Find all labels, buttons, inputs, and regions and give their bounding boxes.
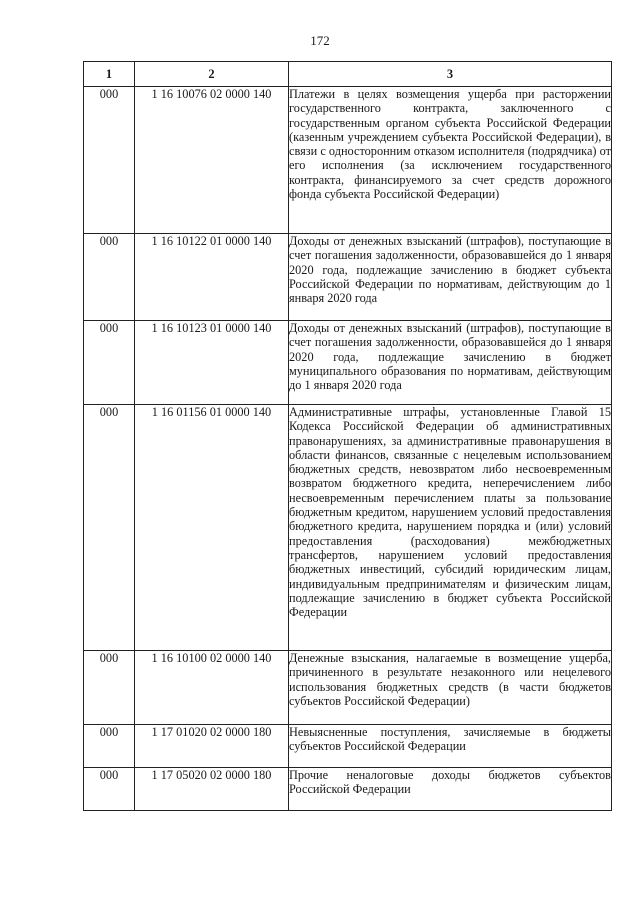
table-row: [84, 768, 612, 811]
column-header-1: 1: [84, 62, 135, 87]
table-row: [84, 321, 612, 405]
description-cell: Денежные взыскания, налагаемые в возмещение ущерба, причиненного в результате незаконного или нецелевого использования бюджетных средств (в части бюджетов субъектов Российской Федерации): [289, 651, 612, 725]
budget-code-cell: 1 17 01020 02 0000 180: [135, 725, 289, 768]
admin-code-cell: 000: [84, 651, 135, 725]
table-row: [84, 405, 612, 651]
budget-code-cell: 1 17 05020 02 0000 180: [135, 768, 289, 811]
description-cell: Административные штрафы, установленные Главой 15 Кодекса Российской Федерации об административных правонарушениях, за административные правонарушения в области финансов, связанные с нецелевым использованием бюджетных средств, невозвратом либо несвоевременным возвратом бюджетного кредита, неперечислением либо несвоевременным перечислением платы за пользование бюджетным кредитом, нарушением условий предоставления бюджетного кредита, нарушением порядка и (или) условий предоставления (расходования) межбюджетных трансфертов, нарушением условий предоставления бюджетных инвестиций, субсидий юридическим лицам, индивидуальным предпринимателям и физическим лицам, подлежащие зачислению в бюджет субъекта Российской Федерации: [289, 405, 612, 651]
admin-code-cell: 000: [84, 768, 135, 811]
admin-code-cell: 000: [84, 87, 135, 234]
column-header-3: 3: [289, 62, 612, 87]
admin-code-cell: 000: [84, 321, 135, 405]
budget-code-cell: 1 16 10123 01 0000 140: [135, 321, 289, 405]
admin-code-cell: 000: [84, 725, 135, 768]
table-header-row: [84, 62, 612, 87]
budget-code-cell: 1 16 01156 01 0000 140: [135, 405, 289, 651]
table-row: [84, 725, 612, 768]
income-codes-table: [83, 61, 612, 811]
page-number: 172: [310, 33, 330, 48]
description-cell: Платежи в целях возмещения ущерба при расторжении государственного контракта, заключенного с государственным органом субъекта Российской Федерации (казенным учреждением субъекта Российской Федерации), в связи с односторонним отказом исполнителя (подрядчика) от его исполнения (за исключением государственного контракта, финансируемого за счет средств дорожного фонда субъекта Российской Федерации): [289, 87, 612, 234]
table-row: [84, 87, 612, 234]
description-cell: Доходы от денежных взысканий (штрафов), поступающие в счет погашения задолженности, образовавшейся до 1 января 2020 года, подлежащие зачислению в бюджет субъекта Российской Федерации по нормативам, действующим до 1 января 2020 года: [289, 234, 612, 321]
table-row: [84, 234, 612, 321]
admin-code-cell: 000: [84, 405, 135, 651]
description-cell: Доходы от денежных взысканий (штрафов), поступающие в счет погашения задолженности, образовавшейся до 1 января 2020 года, подлежащие зачислению в бюджет муниципального образования по нормативам, действующим до 1 января 2020 года: [289, 321, 612, 405]
description-cell: Прочие неналоговые доходы бюджетов субъектов Российской Федерации: [289, 768, 612, 811]
description-cell: Невыясненные поступления, зачисляемые в бюджеты субъектов Российской Федерации: [289, 725, 612, 768]
budget-code-cell: 1 16 10076 02 0000 140: [135, 87, 289, 234]
budget-code-cell: 1 16 10122 01 0000 140: [135, 234, 289, 321]
budget-code-cell: 1 16 10100 02 0000 140: [135, 651, 289, 725]
table-row: [84, 651, 612, 725]
column-header-2: 2: [135, 62, 289, 87]
admin-code-cell: 000: [84, 234, 135, 321]
